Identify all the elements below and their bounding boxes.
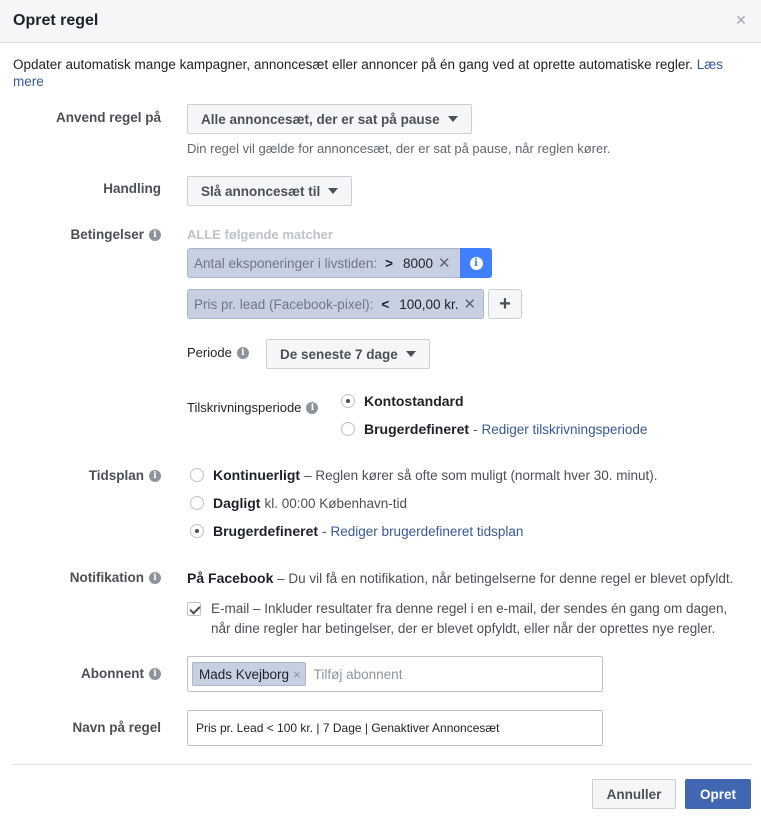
action-label-text: Handling: [103, 181, 161, 196]
schedule-option-desc: kl. 00:00 København-tid: [264, 495, 408, 511]
attribution-option-default[interactable]: [341, 393, 468, 409]
conditions-label-text: Betingelser: [70, 227, 144, 242]
radio-unselected[interactable]: [190, 496, 204, 510]
condition-metric: Pris pr. lead (Facebook-pixel):: [194, 296, 374, 312]
remove-icon[interactable]: ✕: [463, 296, 477, 313]
info-icon[interactable]: i: [306, 402, 318, 414]
notification-facebook-desc: – Du vil få en notifikation, når betingelserne for denne regel er blevet opfyldt.: [277, 571, 734, 586]
schedule-option-continuous[interactable]: [190, 467, 658, 483]
schedule-option-label: Dagligt: [213, 495, 261, 511]
email-notification-text: [211, 599, 727, 639]
action-label: [103, 181, 161, 196]
remove-icon[interactable]: ✕: [438, 255, 451, 272]
close-icon[interactable]: ×: [735, 10, 747, 30]
add-condition-button[interactable]: [488, 289, 522, 319]
notification-facebook-label: På Facebook: [187, 570, 274, 586]
edit-schedule-link[interactable]: Rediger brugerdefineret tidsplan: [330, 523, 524, 539]
apply-rule-dropdown[interactable]: [187, 104, 472, 134]
conditions-match-text: ALLE følgende matcher: [187, 227, 333, 242]
rule-name-value: Pris pr. Lead < 100 kr. | 7 Dage | Genaktiver Annoncesæt: [196, 721, 500, 735]
remove-icon[interactable]: ×: [293, 666, 301, 682]
create-button[interactable]: Opret: [685, 779, 751, 809]
condition-value: 8000: [403, 255, 434, 271]
radio-unselected[interactable]: [341, 422, 355, 436]
intro-text: [13, 56, 733, 90]
schedule-option-label: Brugerdefineret: [213, 523, 319, 539]
rule-name-label-text: Navn på regel: [72, 720, 161, 735]
condition-metric: Antal eksponeringer i livstiden:: [194, 255, 378, 271]
caret-down-icon: [328, 188, 338, 194]
period-selected: De seneste 7 dage: [280, 346, 398, 362]
subscriber-input[interactable]: [187, 656, 603, 692]
info-icon[interactable]: i: [149, 470, 161, 482]
intro-description: Opdater automatisk mange kampagner, annoncesæt eller annoncer på én gang ved at oprette automatiske regler.: [13, 57, 693, 72]
schedule-option-custom[interactable]: [190, 523, 523, 539]
plus-icon: +: [499, 292, 511, 315]
rule-name-input[interactable]: [187, 710, 603, 746]
condition-info-button[interactable]: [460, 248, 492, 278]
subscriber-token[interactable]: [192, 662, 306, 686]
attribution-option-label: Kontostandard: [364, 393, 464, 409]
radio-selected[interactable]: [190, 524, 204, 538]
radio-selected[interactable]: [341, 394, 355, 408]
footer-divider: [13, 764, 751, 765]
schedule-label: [89, 468, 161, 483]
apply-rule-helper: Din regel vil gælde for annoncesæt, der er sat på pause, når reglen kører.: [187, 141, 611, 156]
subscriber-label: [81, 666, 161, 681]
action-dropdown[interactable]: [187, 176, 352, 206]
subscriber-token-name: Mads Kvejborg: [199, 666, 290, 682]
caret-down-icon: [448, 116, 458, 122]
email-notification-line: E-mail – Inkluder resultater fra denne regel i en e-mail, der sendes én gang om dagen,: [211, 601, 728, 616]
attribution-label-text: Tilskrivningsperiode: [187, 400, 302, 415]
conditions-label: [70, 227, 161, 242]
email-checkbox[interactable]: [187, 602, 201, 616]
info-icon[interactable]: i: [149, 668, 161, 680]
condition-operator: >: [385, 255, 393, 271]
attribution-option-custom[interactable]: [341, 421, 647, 437]
email-notification-option[interactable]: [187, 599, 727, 639]
subscriber-label-text: Abonnent: [81, 666, 144, 681]
edit-attribution-link[interactable]: Rediger tilskrivningsperiode: [481, 421, 648, 437]
info-icon: i: [470, 257, 483, 270]
condition-chip-cost-per-lead[interactable]: [187, 289, 484, 319]
period-label-text: Periode: [187, 345, 232, 360]
condition-operator: <: [381, 296, 390, 312]
period-dropdown[interactable]: [266, 339, 430, 369]
dialog-title: Opret regel: [13, 12, 99, 29]
notification-facebook: [187, 570, 733, 586]
separator: -: [322, 523, 327, 539]
dialog-header: [0, 0, 761, 43]
notification-label: [70, 570, 161, 585]
info-icon[interactable]: i: [149, 229, 161, 241]
info-icon[interactable]: i: [149, 572, 161, 584]
schedule-option-desc: – Reglen kører så ofte som muligt (normalt hver 30. minut).: [304, 467, 658, 483]
schedule-option-label: Kontinuerligt: [213, 467, 301, 483]
attribution-label: [187, 400, 318, 415]
schedule-option-daily[interactable]: [190, 495, 407, 511]
notification-label-text: Notifikation: [69, 570, 144, 585]
condition-chip-impressions[interactable]: [187, 248, 461, 278]
period-label: [187, 345, 249, 360]
apply-rule-label-text: Anvend regel på: [55, 110, 161, 125]
cancel-button[interactable]: Annuller: [592, 779, 676, 809]
apply-rule-label: [56, 110, 161, 125]
attribution-option-label: Brugerdefineret: [364, 421, 470, 437]
email-notification-line: når dine regler har betingelser, der er blevet opfyldt, eller når der oprettes nye regler.: [211, 621, 716, 636]
schedule-label-text: Tidsplan: [88, 468, 144, 483]
rule-name-label: [72, 720, 161, 735]
radio-unselected[interactable]: [190, 468, 204, 482]
action-selected: Slå annoncesæt til: [201, 183, 321, 199]
separator: -: [473, 421, 478, 437]
info-icon[interactable]: i: [237, 347, 249, 359]
subscriber-placeholder: Tilføj abonnent: [313, 666, 403, 682]
condition-value: 100,00 kr.: [399, 296, 459, 312]
apply-rule-selected: Alle annoncesæt, der er sat på pause: [201, 111, 440, 127]
caret-down-icon: [406, 351, 416, 357]
learn-more-link[interactable]: Læs mere: [13, 57, 723, 89]
